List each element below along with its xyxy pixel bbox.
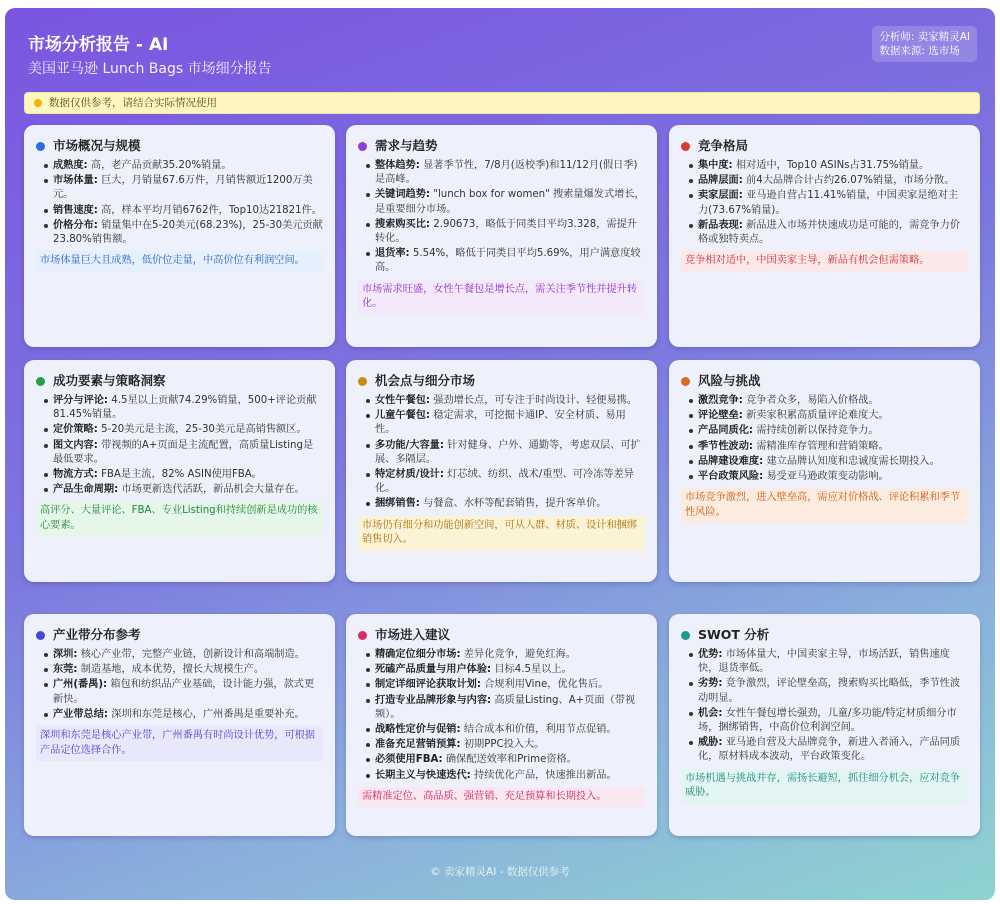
card-swot	[669, 614, 980, 836]
card-title-text: 产业带分布参考	[53, 627, 141, 642]
disclaimer-text: 数据仅供参考，请结合实际情况使用	[49, 97, 217, 109]
card-summary: 市场仍有细分和功能创新空间，可从人群、材质、设计和捆绑销售切入。	[358, 516, 645, 551]
list-item	[689, 219, 968, 247]
card-title-text: 风险与挑战	[698, 373, 761, 388]
card-competition	[669, 125, 980, 347]
item-text: 竞争激烈，评论壁垒高，搜索购买比略低，季节性波动明显。	[698, 678, 961, 704]
item-label: 新品表现:	[698, 219, 743, 231]
list-item	[689, 159, 968, 173]
card-item-list	[36, 648, 323, 722]
item-label: 机会:	[698, 707, 723, 719]
list-item	[44, 648, 323, 662]
card-title	[681, 372, 968, 390]
item-label: 儿童午餐包:	[375, 410, 431, 422]
item-label: 捆绑销售:	[375, 498, 420, 510]
item-text: 女性午餐包增长强劲，儿童/多功能/特定材质细分市场，捆绑销售，中高价位利润空间。	[698, 707, 957, 734]
item-text: FBA是主流，82% ASIN使用FBA。	[97, 469, 262, 481]
item-text: 市场更新迭代活跃，新品机会大量存在。	[118, 484, 305, 496]
item-label: 制定详细评论获取计划:	[375, 679, 481, 691]
item-label: 退货率:	[375, 248, 410, 260]
list-item	[366, 439, 645, 467]
disclaimer-banner	[24, 92, 980, 114]
item-text: 制造基地，成本优势，擅长大规模生产。	[77, 664, 265, 676]
list-item	[44, 483, 323, 497]
item-label: 深圳:	[53, 649, 78, 660]
list-item	[44, 708, 323, 722]
item-text: 灯芯绒、纺织、战术/重型、可冷冻等差异化。	[375, 469, 634, 495]
card-entry-advice	[346, 614, 657, 836]
card-summary: 市场竞争激烈，进入壁垒高，需应对价格战、评论积累和季节性风险。	[681, 488, 968, 523]
item-text: 差异化竞争，避免红海。	[460, 649, 576, 660]
bullet-dot-icon	[681, 631, 690, 640]
card-title	[358, 626, 645, 644]
card-title	[36, 137, 323, 155]
item-text: 易受亚马逊政策变动影响。	[763, 471, 889, 483]
item-label: 多功能/大容量:	[375, 439, 444, 451]
list-item	[366, 694, 645, 722]
item-label: 集中度:	[698, 160, 733, 171]
item-label: 劣势:	[698, 678, 723, 690]
item-label: 东莞:	[53, 664, 78, 676]
report-meta	[872, 26, 977, 62]
item-text: 亚马逊自营及大品牌竞争，新进入者涌入，产品同质化，原材料成本波动，平台政策变化。	[698, 737, 961, 763]
item-text: 深圳和东莞是核心，广州番禺是重要补充。	[108, 708, 305, 720]
list-item	[44, 663, 323, 677]
item-label: 必须使用FBA:	[375, 754, 443, 766]
report-title: 市场分析报告 - AI	[28, 35, 169, 55]
item-label: 价格分布:	[53, 219, 98, 231]
item-text: 稳定需求，可挖掘卡通IP、安全材质、易用性。	[375, 410, 626, 436]
item-text: 建立品牌认知度和忠诚度需长期投入。	[763, 455, 940, 467]
item-text: 需精准库存管理和营销策略。	[753, 440, 889, 452]
item-label: 准备充足营销预算:	[375, 739, 461, 751]
card-item-list	[681, 648, 968, 765]
item-text: 箱包和纺织品产业基础，设计能力强，款式更新快。	[53, 679, 315, 705]
card-title	[681, 626, 968, 644]
list-item	[366, 218, 645, 246]
item-text: 销量集中在5-20美元(68.23%)，25-30美元贡献23.80%销售额。	[53, 219, 323, 246]
card-title-text: 竞争格局	[698, 138, 749, 153]
item-label: 优势:	[698, 649, 723, 660]
item-text: 针对健身、户外、通勤等，考虑双层、可扩展、多隔层。	[375, 439, 641, 465]
list-item	[366, 409, 645, 437]
card-item-list	[681, 394, 968, 484]
item-label: 物流方式:	[53, 469, 98, 481]
list-item	[44, 423, 323, 437]
report-page	[5, 8, 995, 900]
item-label: 评分与评论:	[53, 395, 109, 406]
list-item	[366, 468, 645, 496]
item-label: 品牌建设难度:	[698, 455, 764, 467]
card-item-list	[358, 648, 645, 783]
list-item	[44, 468, 323, 482]
item-label: 整体趋势:	[375, 160, 420, 171]
card-item-list	[358, 159, 645, 276]
item-text: 强劲增长点，可专注于时尚设计、轻便易携。	[430, 395, 638, 406]
item-text: 相对适中，Top10 ASINs占31.75%销量。	[732, 160, 930, 171]
item-text: 目标4.5星以上。	[491, 664, 572, 676]
card-summary: 市场体量巨大且成熟，低价位走量，中高价位有利润空间。	[36, 251, 323, 272]
item-text: 新品进入市场并快速成功是可能的，需竞争力价格或独特卖点。	[698, 219, 961, 246]
source-label: 数据来源: 选市场	[879, 45, 960, 57]
item-text: 高质量Listing、A+页面（带视频）。	[375, 694, 636, 720]
warning-dot-icon	[34, 99, 42, 107]
list-item	[689, 189, 968, 217]
analyst-label: 分析师: 卖家精灵AI	[879, 31, 970, 43]
card-market-overview	[24, 125, 335, 347]
bullet-dot-icon	[358, 631, 367, 640]
item-text: 显著季节性，7/8月(返校季)和11/12月(假日季)是高峰。	[375, 160, 638, 186]
item-label: 特定材质/设计:	[375, 469, 444, 481]
item-text: 核心产业带，完整产业链，创新设计和高端制造。	[77, 649, 305, 660]
bullet-dot-icon	[36, 377, 45, 386]
card-item-list	[36, 159, 323, 247]
item-label: 女性午餐包:	[375, 395, 431, 406]
list-item	[689, 409, 968, 423]
list-item	[689, 394, 968, 408]
card-title	[358, 372, 645, 390]
card-opportunities	[346, 360, 657, 582]
item-label: 品牌层面:	[698, 175, 743, 187]
card-summary: 深圳和东莞是核心产业带，广州番禺有时尚设计优势，可根据产品定位选择合作。	[36, 726, 323, 761]
item-text: 5.54%，略低于同类目平均5.69%，用户满意度较高。	[375, 248, 641, 274]
item-text: 初期PPC投入大。	[460, 739, 545, 751]
item-text: 4.5星以上贡献74.29%销量，500+评论贡献81.45%销量。	[53, 395, 317, 421]
item-label: 市场体量:	[53, 175, 98, 187]
bullet-dot-icon	[358, 377, 367, 386]
list-item	[689, 707, 968, 735]
item-label: 长期主义与快速迭代:	[375, 769, 471, 781]
item-label: 死磕产品质量与用户体验:	[375, 664, 492, 676]
card-title-text: 需求与趋势	[375, 138, 438, 153]
item-label: 威胁:	[698, 737, 723, 749]
item-text: 确保配送效率和Prime资格。	[442, 754, 577, 766]
item-text: 高，样本平均月销6762件，Top10达21821件。	[97, 204, 322, 216]
card-summary: 竞争相对适中，中国卖家主导，新品有机会但需策略。	[681, 251, 968, 272]
item-text: 高，老产品贡献35.20%销量。	[87, 160, 232, 171]
list-item	[366, 769, 645, 783]
item-label: 打造专业品牌形象与内容:	[375, 694, 492, 706]
item-text: 带视频的A+页面是主流配置，高质量Listing是最低要求。	[53, 439, 314, 465]
item-text: "lunch box for women" 搜索量爆发式增长，是重要细分市场。	[375, 189, 645, 215]
report-header	[23, 8, 977, 88]
item-text: 需持续创新以保持竞争力。	[753, 425, 879, 437]
list-item	[366, 738, 645, 752]
item-text: 2.90673，略低于同类目平均3.328，需提升转化。	[375, 218, 637, 245]
bullet-dot-icon	[36, 142, 45, 151]
list-item	[366, 753, 645, 767]
card-summary: 高评分、大量评论、FBA、专业Listing和持续创新是成功的核心要素。	[36, 501, 323, 536]
item-label: 图文内容:	[53, 439, 98, 451]
item-label: 产业带总结:	[53, 708, 109, 720]
card-item-list	[36, 394, 323, 497]
card-item-list	[681, 159, 968, 247]
list-item	[366, 678, 645, 692]
card-title-text: 市场进入建议	[375, 627, 451, 642]
list-item	[689, 470, 968, 484]
item-text: 结合成本和价值，利用节点促销。	[460, 724, 617, 736]
list-item	[689, 424, 968, 438]
list-item	[689, 174, 968, 188]
list-item	[366, 497, 645, 511]
item-label: 卖家层面:	[698, 190, 743, 202]
item-text: 合规利用Vine，优化售后。	[480, 679, 609, 691]
card-item-list	[358, 394, 645, 512]
item-text: 新卖家积累高质量评论难度大。	[742, 410, 889, 422]
item-text: 亚马逊自营占11.41%销量，中国卖家是绝对主力(73.67%销量)。	[698, 190, 959, 216]
item-label: 销售速度:	[53, 204, 98, 216]
item-label: 定价策略:	[53, 424, 98, 436]
list-item	[689, 440, 968, 454]
bullet-dot-icon	[681, 142, 690, 151]
item-text: 巨大，月销量67.6万件，月销售额近1200万美元。	[53, 175, 313, 201]
item-text: 竞争者众多，易陷入价格战。	[742, 395, 879, 406]
card-title	[681, 137, 968, 155]
card-success-factors	[24, 360, 335, 582]
card-title	[36, 372, 323, 390]
card-risks	[669, 360, 980, 582]
footer-text: © 卖家精灵AI - 数据仅供参考	[430, 866, 570, 878]
report-subtitle: 美国亚马逊 Lunch Bags 市场细分报告	[28, 61, 272, 77]
list-item	[366, 723, 645, 737]
item-label: 关键词趋势:	[375, 189, 431, 201]
card-title-text: SWOT 分析	[698, 627, 770, 642]
list-item	[689, 455, 968, 469]
list-item	[366, 188, 645, 216]
item-text: 持续优化产品，快速推出新品。	[470, 769, 617, 781]
list-item	[44, 439, 323, 467]
item-text: 前4大品牌合计占约26.07%销量，市场分散。	[742, 175, 955, 187]
list-item	[44, 174, 323, 202]
card-title	[358, 137, 645, 155]
card-title-text: 机会点与细分市场	[375, 373, 476, 388]
card-summary: 市场需求旺盛，女性午餐包是增长点，需关注季节性并提升转化。	[358, 280, 645, 315]
item-label: 搜索购买比:	[375, 218, 431, 230]
list-item	[366, 663, 645, 677]
item-label: 战略性定价与促销:	[375, 724, 461, 736]
item-label: 季节性波动:	[698, 440, 754, 452]
item-label: 激烈竞争:	[698, 395, 743, 406]
list-item	[44, 394, 323, 422]
list-item	[44, 678, 323, 706]
list-item	[689, 648, 968, 676]
card-summary: 需精准定位、高品质、强营销、充足预算和长期投入。	[358, 787, 645, 808]
card-title-text: 成功要素与策略洞察	[53, 373, 166, 388]
item-text: 与餐盒、水杯等配套销售，提升客单价。	[419, 498, 607, 510]
item-label: 产品同质化:	[698, 425, 754, 437]
list-item	[44, 159, 323, 173]
card-industry-belt	[24, 614, 335, 836]
item-label: 成熟度:	[53, 160, 88, 171]
item-label: 产品生命周期:	[53, 484, 119, 496]
item-label: 广州(番禺):	[53, 679, 108, 691]
item-label: 平台政策风险:	[698, 471, 764, 483]
card-demand-trend	[346, 125, 657, 347]
item-text: 5-20美元是主流，25-30美元是高销售额区。	[97, 424, 307, 436]
list-item	[366, 394, 645, 408]
bullet-dot-icon	[358, 142, 367, 151]
list-item	[366, 159, 645, 187]
list-item	[44, 204, 323, 218]
list-item	[44, 219, 323, 247]
list-item	[366, 247, 645, 275]
card-summary: 市场机遇与挑战并存，需扬长避短，抓住细分机会，应对竞争威胁。	[681, 769, 968, 804]
bullet-dot-icon	[36, 631, 45, 640]
card-title	[36, 626, 323, 644]
item-label: 精确定位细分市场:	[375, 649, 461, 660]
list-item	[689, 736, 968, 764]
bullet-dot-icon	[681, 377, 690, 386]
list-item	[689, 677, 968, 705]
item-label: 评论壁垒:	[698, 410, 743, 422]
item-text: 市场体量大，中国卖家主导，市场活跃，销售速度快，退货率低。	[698, 649, 950, 675]
card-title-text: 市场概况与规模	[53, 138, 141, 153]
list-item	[366, 648, 645, 662]
